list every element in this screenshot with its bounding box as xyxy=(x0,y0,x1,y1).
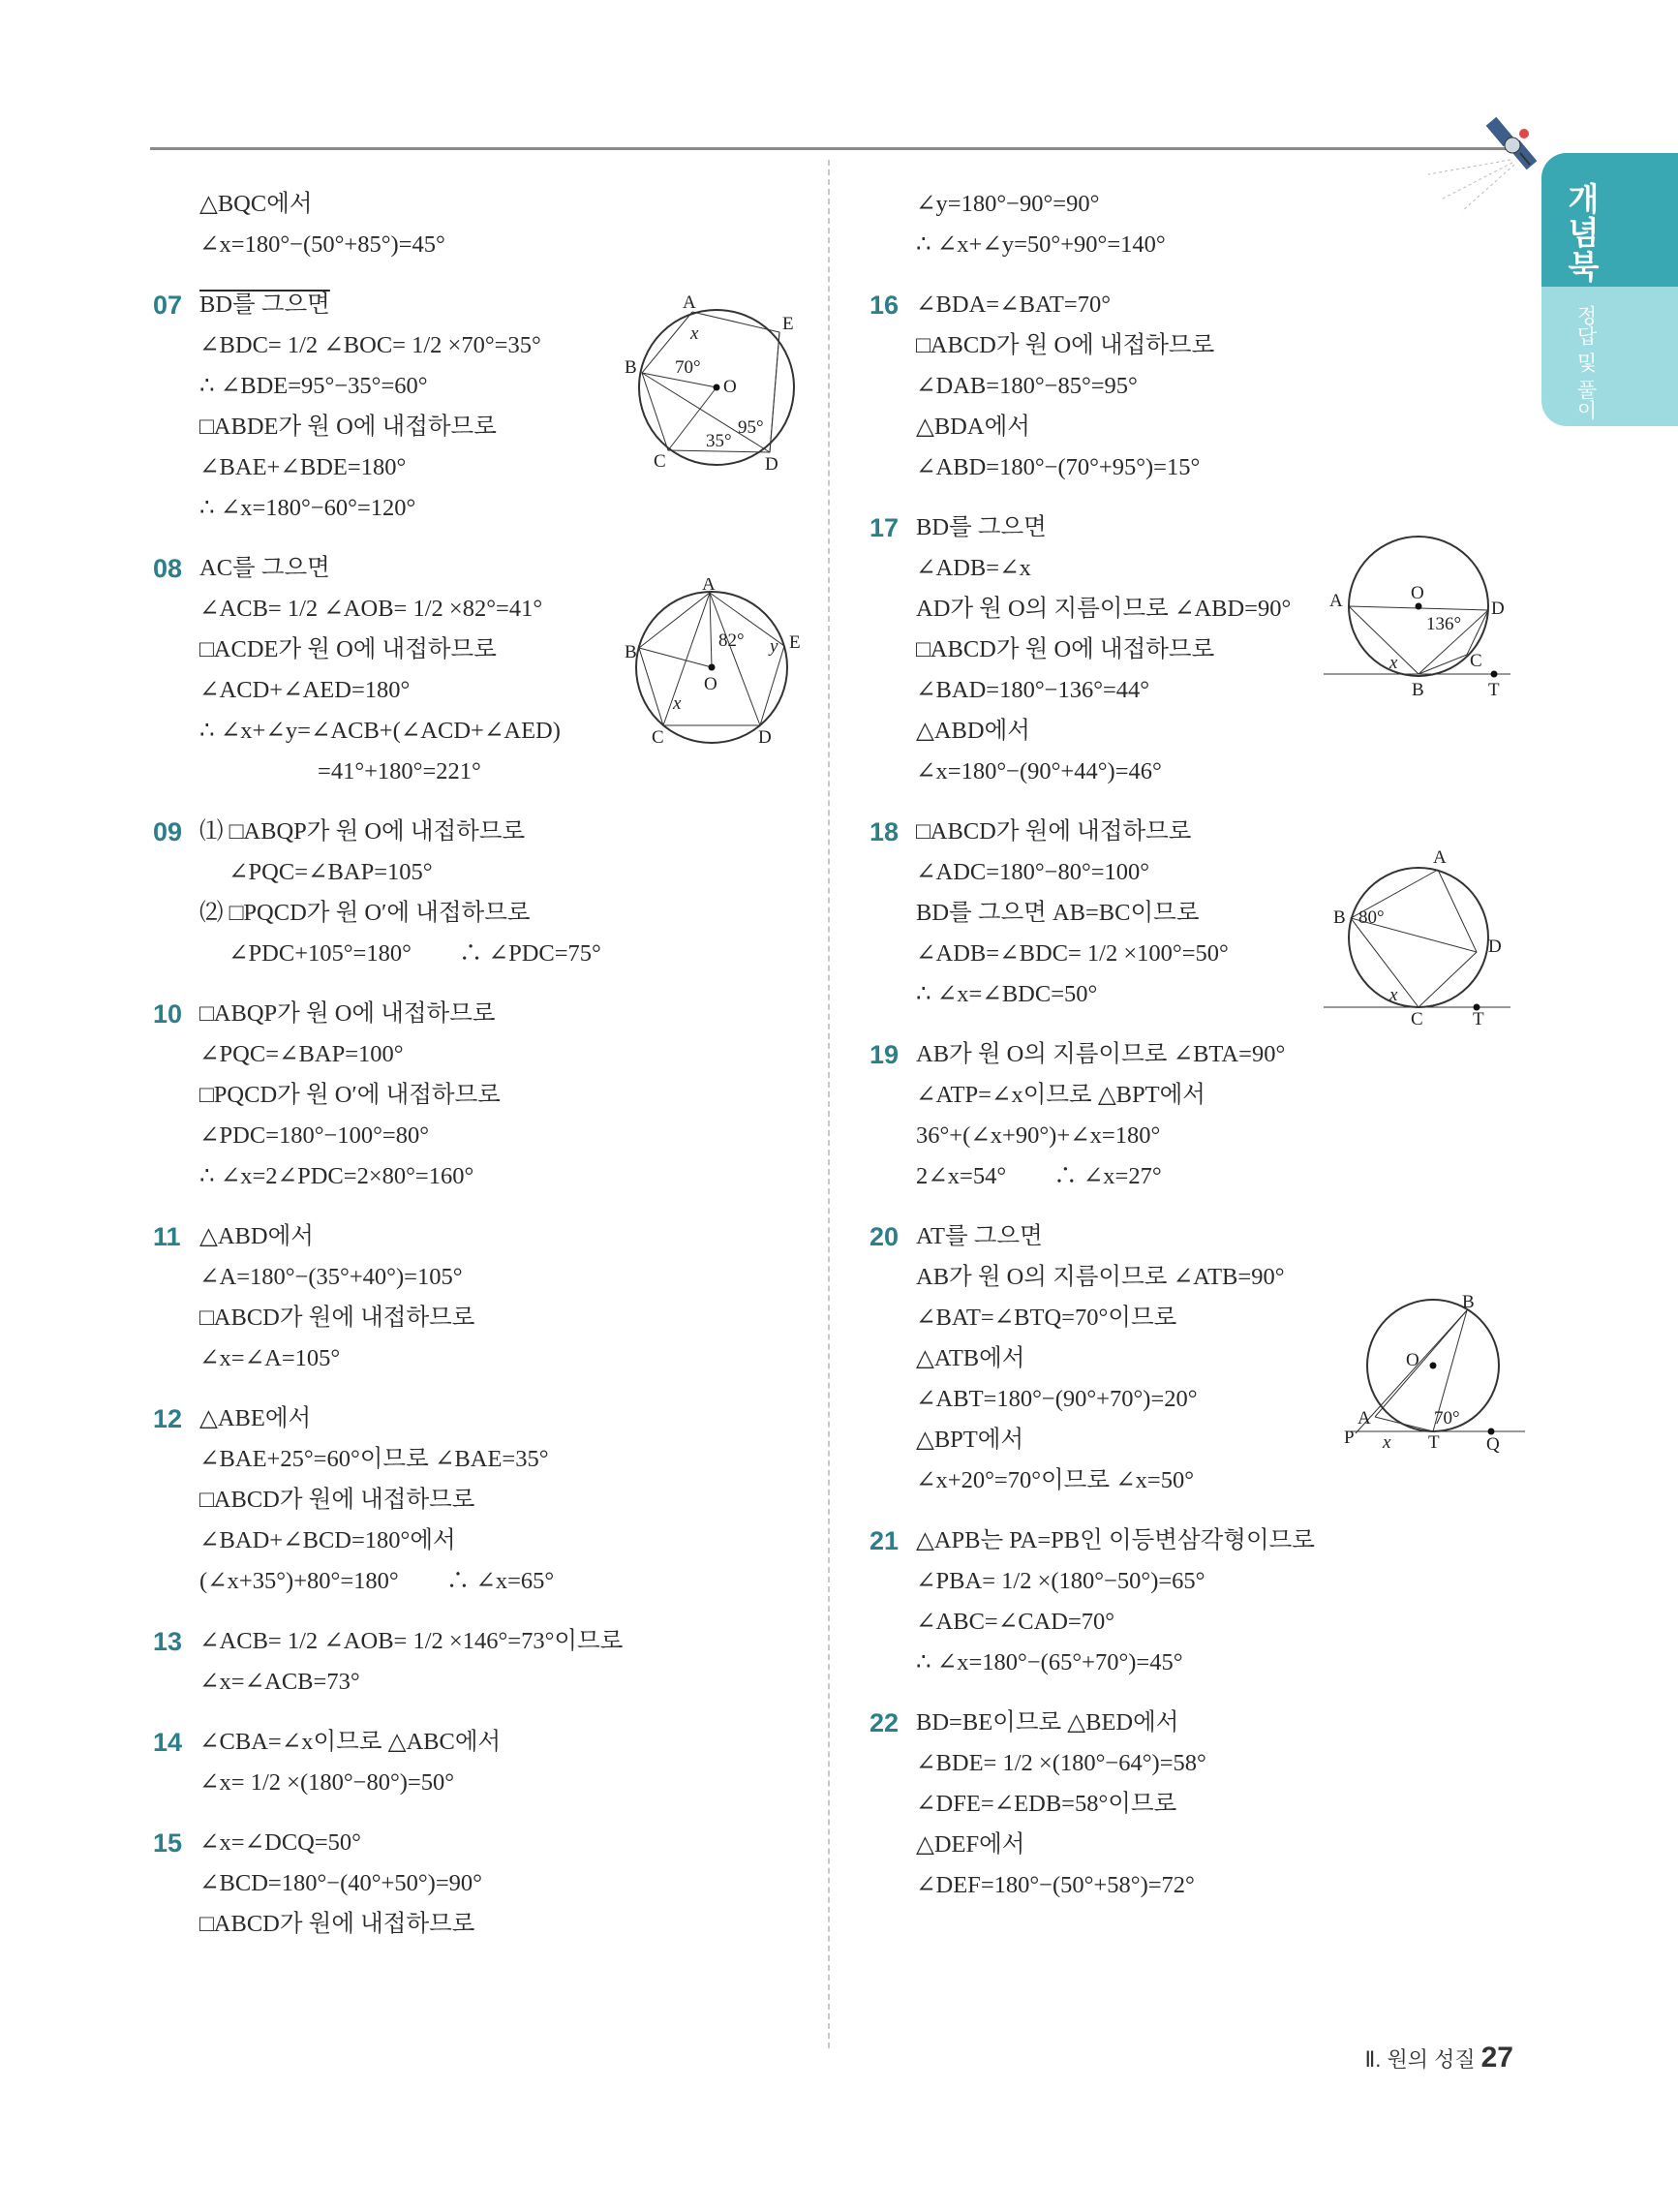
answer-line: ∴ ∠x=180°−60°=120° xyxy=(199,495,416,521)
problem-11 xyxy=(153,1216,811,1379)
fig-angle: x xyxy=(690,323,699,344)
fig-angle: 80° xyxy=(1358,907,1385,928)
answer-line: □ABCD가 원에 내접하므로 xyxy=(199,1487,475,1513)
fig-label: B xyxy=(1412,680,1424,700)
fig-label: B xyxy=(1462,1293,1475,1312)
fig-label: D xyxy=(758,727,772,748)
fig-label: T xyxy=(1488,680,1500,700)
answer-line: ∴ ∠x=2∠PDC=2×80°=160° xyxy=(199,1163,474,1189)
problem-number: 07 xyxy=(153,291,183,320)
fig-angle: x xyxy=(1383,1432,1391,1453)
answer-line: ⑴ □ABQP가 원 O에 내접하므로 xyxy=(199,818,526,845)
answer-line: ∠PDC+105°=180° ∴ ∠PDC=75° xyxy=(229,940,601,967)
answer-line: ∴ ∠x=∠BDC=50° xyxy=(916,981,1098,1007)
fig-label: A xyxy=(1329,591,1343,611)
right-column xyxy=(870,184,1528,1925)
tab-subtitle: 정답 및 풀이 xyxy=(1574,305,1598,420)
fig-angle: 70° xyxy=(1434,1408,1460,1429)
answer-line: ∠ABT=180°−(90°+70°)=20° xyxy=(916,1386,1198,1412)
answer-line: ∠ACB= 1/2 ∠AOB= 1/2 ×146°=73°이므로 xyxy=(199,1628,624,1654)
answer-line: ∠y=180°−90°=90° xyxy=(916,191,1100,217)
problem-19 xyxy=(870,1034,1528,1197)
answer-line: ∠BAD+∠BCD=180°에서 xyxy=(199,1527,456,1553)
fig-label: D xyxy=(765,454,778,470)
answer-line: ∠ADB=∠BDC= 1/2 ×100°=50° xyxy=(916,940,1229,967)
answer-line: ∴ ∠x+∠y=50°+90°=140° xyxy=(916,231,1166,258)
figure-18-circle xyxy=(1322,845,1515,1025)
answer-line: ∠BDA=∠BAT=70° xyxy=(916,292,1112,318)
problem-06-cont xyxy=(153,184,811,265)
problem-14 xyxy=(153,1722,811,1803)
answer-line: ∠BAE+25°=60°이므로 ∠BAE=35° xyxy=(199,1446,549,1472)
answer-line: □ABCD가 원에 내접하므로 xyxy=(199,1305,475,1331)
answer-line: ∠BAD=180°−136°=44° xyxy=(916,677,1150,703)
fig-label: A xyxy=(702,578,716,595)
answer-line: ∠x=∠A=105° xyxy=(199,1345,341,1371)
answer-line: ∴ ∠BDE=95°−35°=60° xyxy=(199,373,428,399)
answer-line: ∠ACD+∠AED=180° xyxy=(199,677,411,703)
section-name: Ⅱ. 원의 성질 xyxy=(1364,2047,1476,2072)
answer-line: ∠A=180°−(35°+40°)=105° xyxy=(199,1264,463,1290)
problem-number: 22 xyxy=(870,1708,900,1737)
answer-line: ∠PDC=180°−100°=80° xyxy=(199,1122,430,1149)
problem-21 xyxy=(870,1521,1528,1683)
problem-number: 20 xyxy=(870,1222,900,1251)
problem-15-cont xyxy=(870,184,1528,265)
answer-line: △DEF에서 xyxy=(916,1831,1025,1858)
answer-line: AT를 그으면 xyxy=(916,1223,1043,1249)
problem-number: 09 xyxy=(153,817,183,846)
fig-label: C xyxy=(654,451,666,470)
answer-line: △ABE에서 xyxy=(199,1405,312,1431)
answer-line: ∠x=∠DCQ=50° xyxy=(199,1829,361,1856)
answer-line: ∠x= 1/2 ×(180°−80°)=50° xyxy=(199,1769,455,1796)
page-number: 27 xyxy=(1480,2042,1513,2074)
answer-line: △BPT에서 xyxy=(916,1427,1024,1453)
fig-angle: 70° xyxy=(675,357,701,378)
answer-line: ∠x=180°−(90°+44°)=46° xyxy=(916,758,1162,784)
problem-13 xyxy=(153,1621,811,1703)
fig-label: T xyxy=(1473,1009,1484,1025)
answer-line: ∠ABD=180°−(70°+95°)=15° xyxy=(916,454,1201,480)
column-divider xyxy=(828,160,830,2048)
figure-07-circle xyxy=(625,295,808,470)
problem-number: 12 xyxy=(153,1404,183,1433)
answer-line: ∠x+20°=70°이므로 ∠x=50° xyxy=(916,1467,1195,1493)
problem-number: 11 xyxy=(153,1222,181,1251)
answer-line: ∠BAE+∠BDE=180° xyxy=(199,454,407,480)
problem-number: 14 xyxy=(153,1728,183,1757)
answer-line: BD=BE이므로 △BED에서 xyxy=(916,1709,1179,1736)
answer-line: □ABQP가 원 O에 내접하므로 xyxy=(199,1000,496,1027)
answer-line: ∠ABC=∠CAD=70° xyxy=(916,1609,1115,1635)
problem-16 xyxy=(870,285,1528,488)
problem-10 xyxy=(153,994,811,1197)
fig-label: A xyxy=(1358,1408,1371,1429)
answer-line: □ABCD가 원 O에 내접하므로 xyxy=(916,332,1215,358)
fig-label: C xyxy=(652,727,664,748)
problem-09 xyxy=(153,812,811,974)
answer-line: △BQC에서 xyxy=(199,191,313,217)
problem-number: 18 xyxy=(870,817,900,846)
problem-number: 13 xyxy=(153,1627,183,1656)
tab-title: 개념북 xyxy=(1563,182,1601,284)
answer-line: AB가 원 O의 지름이므로 ∠ATB=90° xyxy=(916,1264,1285,1290)
fig-angle: 136° xyxy=(1426,614,1462,634)
answer-line: ∠DFE=∠EDB=58°이므로 xyxy=(916,1791,1177,1817)
answer-line: 36°+(∠x+90°)+∠x=180° xyxy=(916,1122,1161,1149)
answer-line: AD가 원 O의 지름이므로 ∠ABD=90° xyxy=(916,596,1292,622)
fig-label: O xyxy=(1406,1350,1419,1370)
fig-label: E xyxy=(782,314,794,334)
answer-line: ∠x=∠ACB=73° xyxy=(199,1669,360,1695)
fig-label: C xyxy=(1470,651,1482,671)
answer-line: ∠ADC=180°−80°=100° xyxy=(916,859,1150,885)
answer-line: ∠PQC=∠BAP=100° xyxy=(199,1041,404,1067)
figure-17-circle xyxy=(1322,531,1515,705)
fig-angle: 35° xyxy=(706,431,732,451)
answer-line: ∠ADB=∠x xyxy=(916,555,1031,581)
answer-line: △BDA에서 xyxy=(916,414,1030,440)
answer-line: △ABD에서 xyxy=(199,1223,314,1249)
answer-line: ∠ATP=∠x이므로 △BPT에서 xyxy=(916,1082,1205,1108)
answer-line: ∠x=180°−(50°+85°)=45° xyxy=(199,231,445,258)
fig-label: P xyxy=(1344,1428,1355,1448)
fig-label: C xyxy=(1411,1009,1423,1025)
answer-line: ∠BAT=∠BTQ=70°이므로 xyxy=(916,1305,1177,1331)
answer-line: □ABCD가 원에 내접하므로 xyxy=(199,1911,475,1937)
fig-angle: y xyxy=(770,636,778,657)
answer-line: AB가 원 O의 지름이므로 ∠BTA=90° xyxy=(916,1041,1286,1067)
fig-label: O xyxy=(723,377,737,397)
answer-line: △ABD에서 xyxy=(916,718,1030,744)
answer-line: ∴ ∠x+∠y=∠ACB+(∠ACD+∠AED) xyxy=(199,718,561,744)
fig-angle: x xyxy=(673,693,682,714)
answer-line: ⑵ □PQCD가 원 O′에 내접하므로 xyxy=(199,900,531,926)
answer-line: ∠ACB= 1/2 ∠AOB= 1/2 ×82°=41° xyxy=(199,596,543,622)
fig-label: A xyxy=(683,295,696,313)
fig-label: T xyxy=(1428,1432,1440,1453)
fig-label: D xyxy=(1491,599,1505,619)
problem-number: 17 xyxy=(870,513,900,542)
answer-line: □ABCD가 원 O에 내접하므로 xyxy=(916,636,1215,662)
answer-line: ∴ ∠x=180°−(65°+70°)=45° xyxy=(916,1649,1183,1675)
fig-label: Q xyxy=(1486,1434,1500,1455)
answer-line: ∠BDE= 1/2 ×(180°−64°)=58° xyxy=(916,1750,1206,1776)
answer-line: ∠BDC= 1/2 ∠BOC= 1/2 ×70°=35° xyxy=(199,332,541,358)
problem-number: 15 xyxy=(153,1828,183,1858)
answer-line: BD를 그으면 AB=BC이므로 xyxy=(916,900,1200,926)
page-footer xyxy=(1364,2042,1513,2074)
answer-line: ∠DEF=180°−(50°+58°)=72° xyxy=(916,1872,1195,1898)
answer-line: ∠PBA= 1/2 ×(180°−50°)=65° xyxy=(916,1568,1205,1594)
answer-line: □ACDE가 원 O에 내접하므로 xyxy=(199,636,497,662)
figure-08-circle xyxy=(625,578,808,753)
answer-line: ∠PQC=∠BAP=105° xyxy=(229,859,433,885)
answer-line: =41°+180°=221° xyxy=(318,758,481,784)
problem-number: 08 xyxy=(153,554,183,583)
answer-line: △ATB에서 xyxy=(916,1345,1025,1371)
answer-line: ∠CBA=∠x이므로 △ABC에서 xyxy=(199,1729,502,1755)
fig-label: O xyxy=(1411,583,1424,603)
problem-number: 16 xyxy=(870,291,900,320)
fig-label: B xyxy=(625,357,637,378)
fig-label: D xyxy=(1488,937,1502,957)
fig-label: O xyxy=(704,674,717,694)
problem-22 xyxy=(870,1703,1528,1906)
fig-angle: 95° xyxy=(738,417,764,438)
answer-line: △APB는 PA=PB인 이등변삼각형이므로 xyxy=(916,1527,1315,1553)
problem-number: 10 xyxy=(153,999,183,1029)
answer-line: (∠x+35°)+80°=180° ∴ ∠x=65° xyxy=(199,1568,555,1594)
answer-line: ∠BCD=180°−(40°+50°)=90° xyxy=(199,1870,482,1896)
answer-line: BD를 그으면 xyxy=(916,514,1047,540)
fig-angle: 82° xyxy=(718,630,745,651)
problem-number: 21 xyxy=(870,1526,900,1555)
fig-label: E xyxy=(789,632,801,653)
answer-line: □ABDE가 원 O에 내접하므로 xyxy=(199,414,497,440)
problem-number: 19 xyxy=(870,1040,900,1069)
fig-label: A xyxy=(1433,847,1447,868)
problem-12 xyxy=(153,1398,811,1602)
answer-line: □PQCD가 원 O′에 내접하므로 xyxy=(199,1082,501,1108)
fig-angle: x xyxy=(1389,985,1398,1005)
fig-label: B xyxy=(625,642,637,662)
fig-angle: x xyxy=(1389,653,1398,673)
header-rule xyxy=(150,147,1517,150)
fig-label: B xyxy=(1333,907,1346,928)
answer-line: □ABCD가 원에 내접하므로 xyxy=(916,818,1192,845)
problem-15 xyxy=(153,1823,811,1945)
answer-line: BD를 그으면 xyxy=(199,292,330,318)
answer-line: 2∠x=54° ∴ ∠x=27° xyxy=(916,1163,1162,1189)
answer-line: ∠DAB=180°−85°=95° xyxy=(916,373,1138,399)
figure-20-circle xyxy=(1341,1293,1535,1462)
answer-line: AC를 그으면 xyxy=(199,555,330,581)
